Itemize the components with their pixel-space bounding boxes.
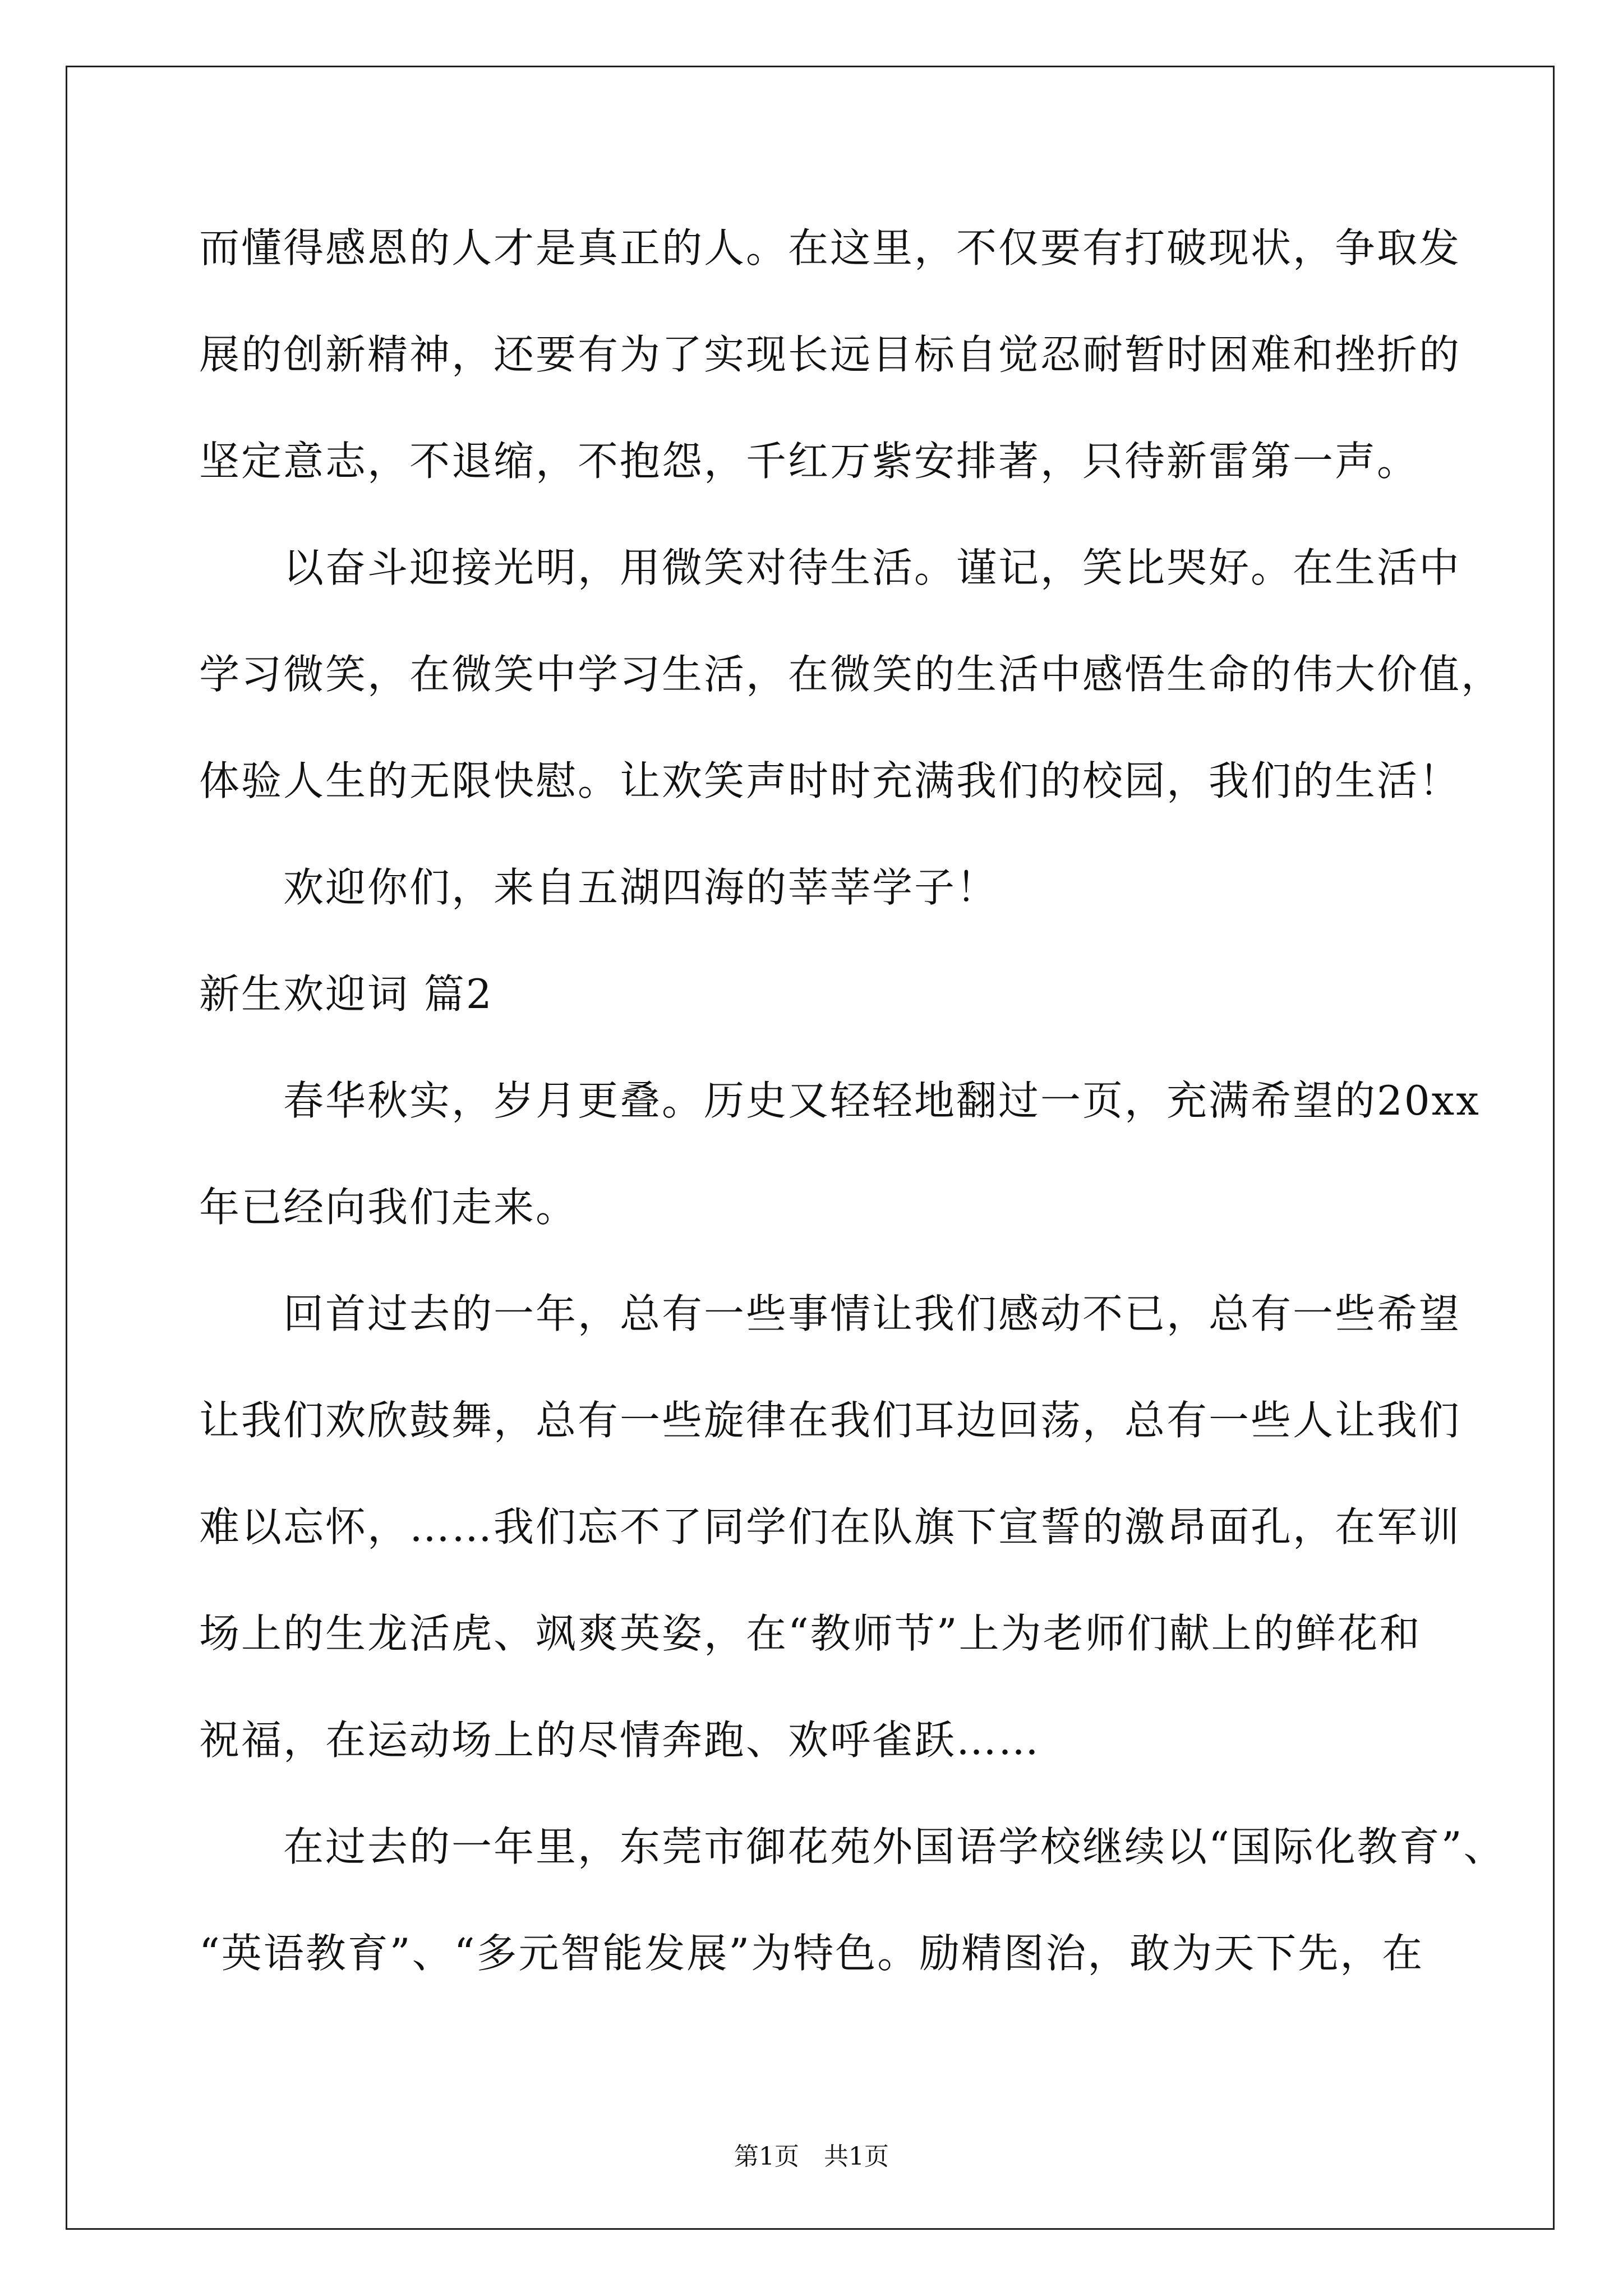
paragraph-line: 让我们欢欣鼓舞，总有一些旋律在我们耳边回荡，总有一些人让我们 [199,1397,1461,1444]
page-footer: 第1页 共1页 [734,2142,889,2171]
paragraph-line: 学习微笑，在微笑中学习生活，在微笑的生活中感悟生命的伟大价值， [199,651,1504,698]
paragraph-line: 体验人生的无限快慰。让欢笑声时时充满我们的校园，我们的生活！ [199,757,1461,804]
paragraph-line: 祝福，在运动场上的尽情奔跑、欢呼雀跃…… [199,1717,1041,1764]
page-border [66,66,1555,2230]
paragraph-line: 欢迎你们，来自五湖四海的莘莘学子！ [283,864,999,911]
paragraph-line: 场上的生龙活虎、飒爽英姿，在“教师节”上为老师们献上的鲜花和 [199,1610,1422,1657]
paragraph-line: 春华秋实，岁月更叠。历史又轻轻地翻过一页，充满希望的20xx [283,1077,1481,1124]
paragraph-line: 年已经向我们走来。 [199,1184,578,1231]
section-heading: 新生欢迎词 篇2 [199,970,494,1018]
paragraph-line: 展的创新精神，还要有为了实现长远目标自觉忍耐暂时困难和挫折的 [199,331,1461,378]
paragraph-line: 以奋斗迎接光明，用微笑对待生活。谨记，笑比哭好。在生活中 [283,544,1461,591]
paragraph-line: 而懂得感恩的人才是真正的人。在这里，不仅要有打破现状，争取发 [199,224,1461,272]
paragraph-line: 坚定意志，不退缩，不抱怨，千红万紫安排著，只待新雷第一声。 [199,438,1419,485]
paragraph-line: 难以忘怀，……我们忘不了同学们在队旗下宣誓的激昂面孔，在军训 [199,1503,1461,1550]
paragraph-line: “英语教育”、“多元智能发展”为特色。励精图治，敢为天下先，在 [199,1930,1424,1977]
paragraph-line: 回首过去的一年，总有一些事情让我们感动不已，总有一些希望 [283,1290,1461,1337]
paragraph-line: 在过去的一年里，东莞市御花苑外国语学校继续以“国际化教育”、 [283,1823,1506,1870]
